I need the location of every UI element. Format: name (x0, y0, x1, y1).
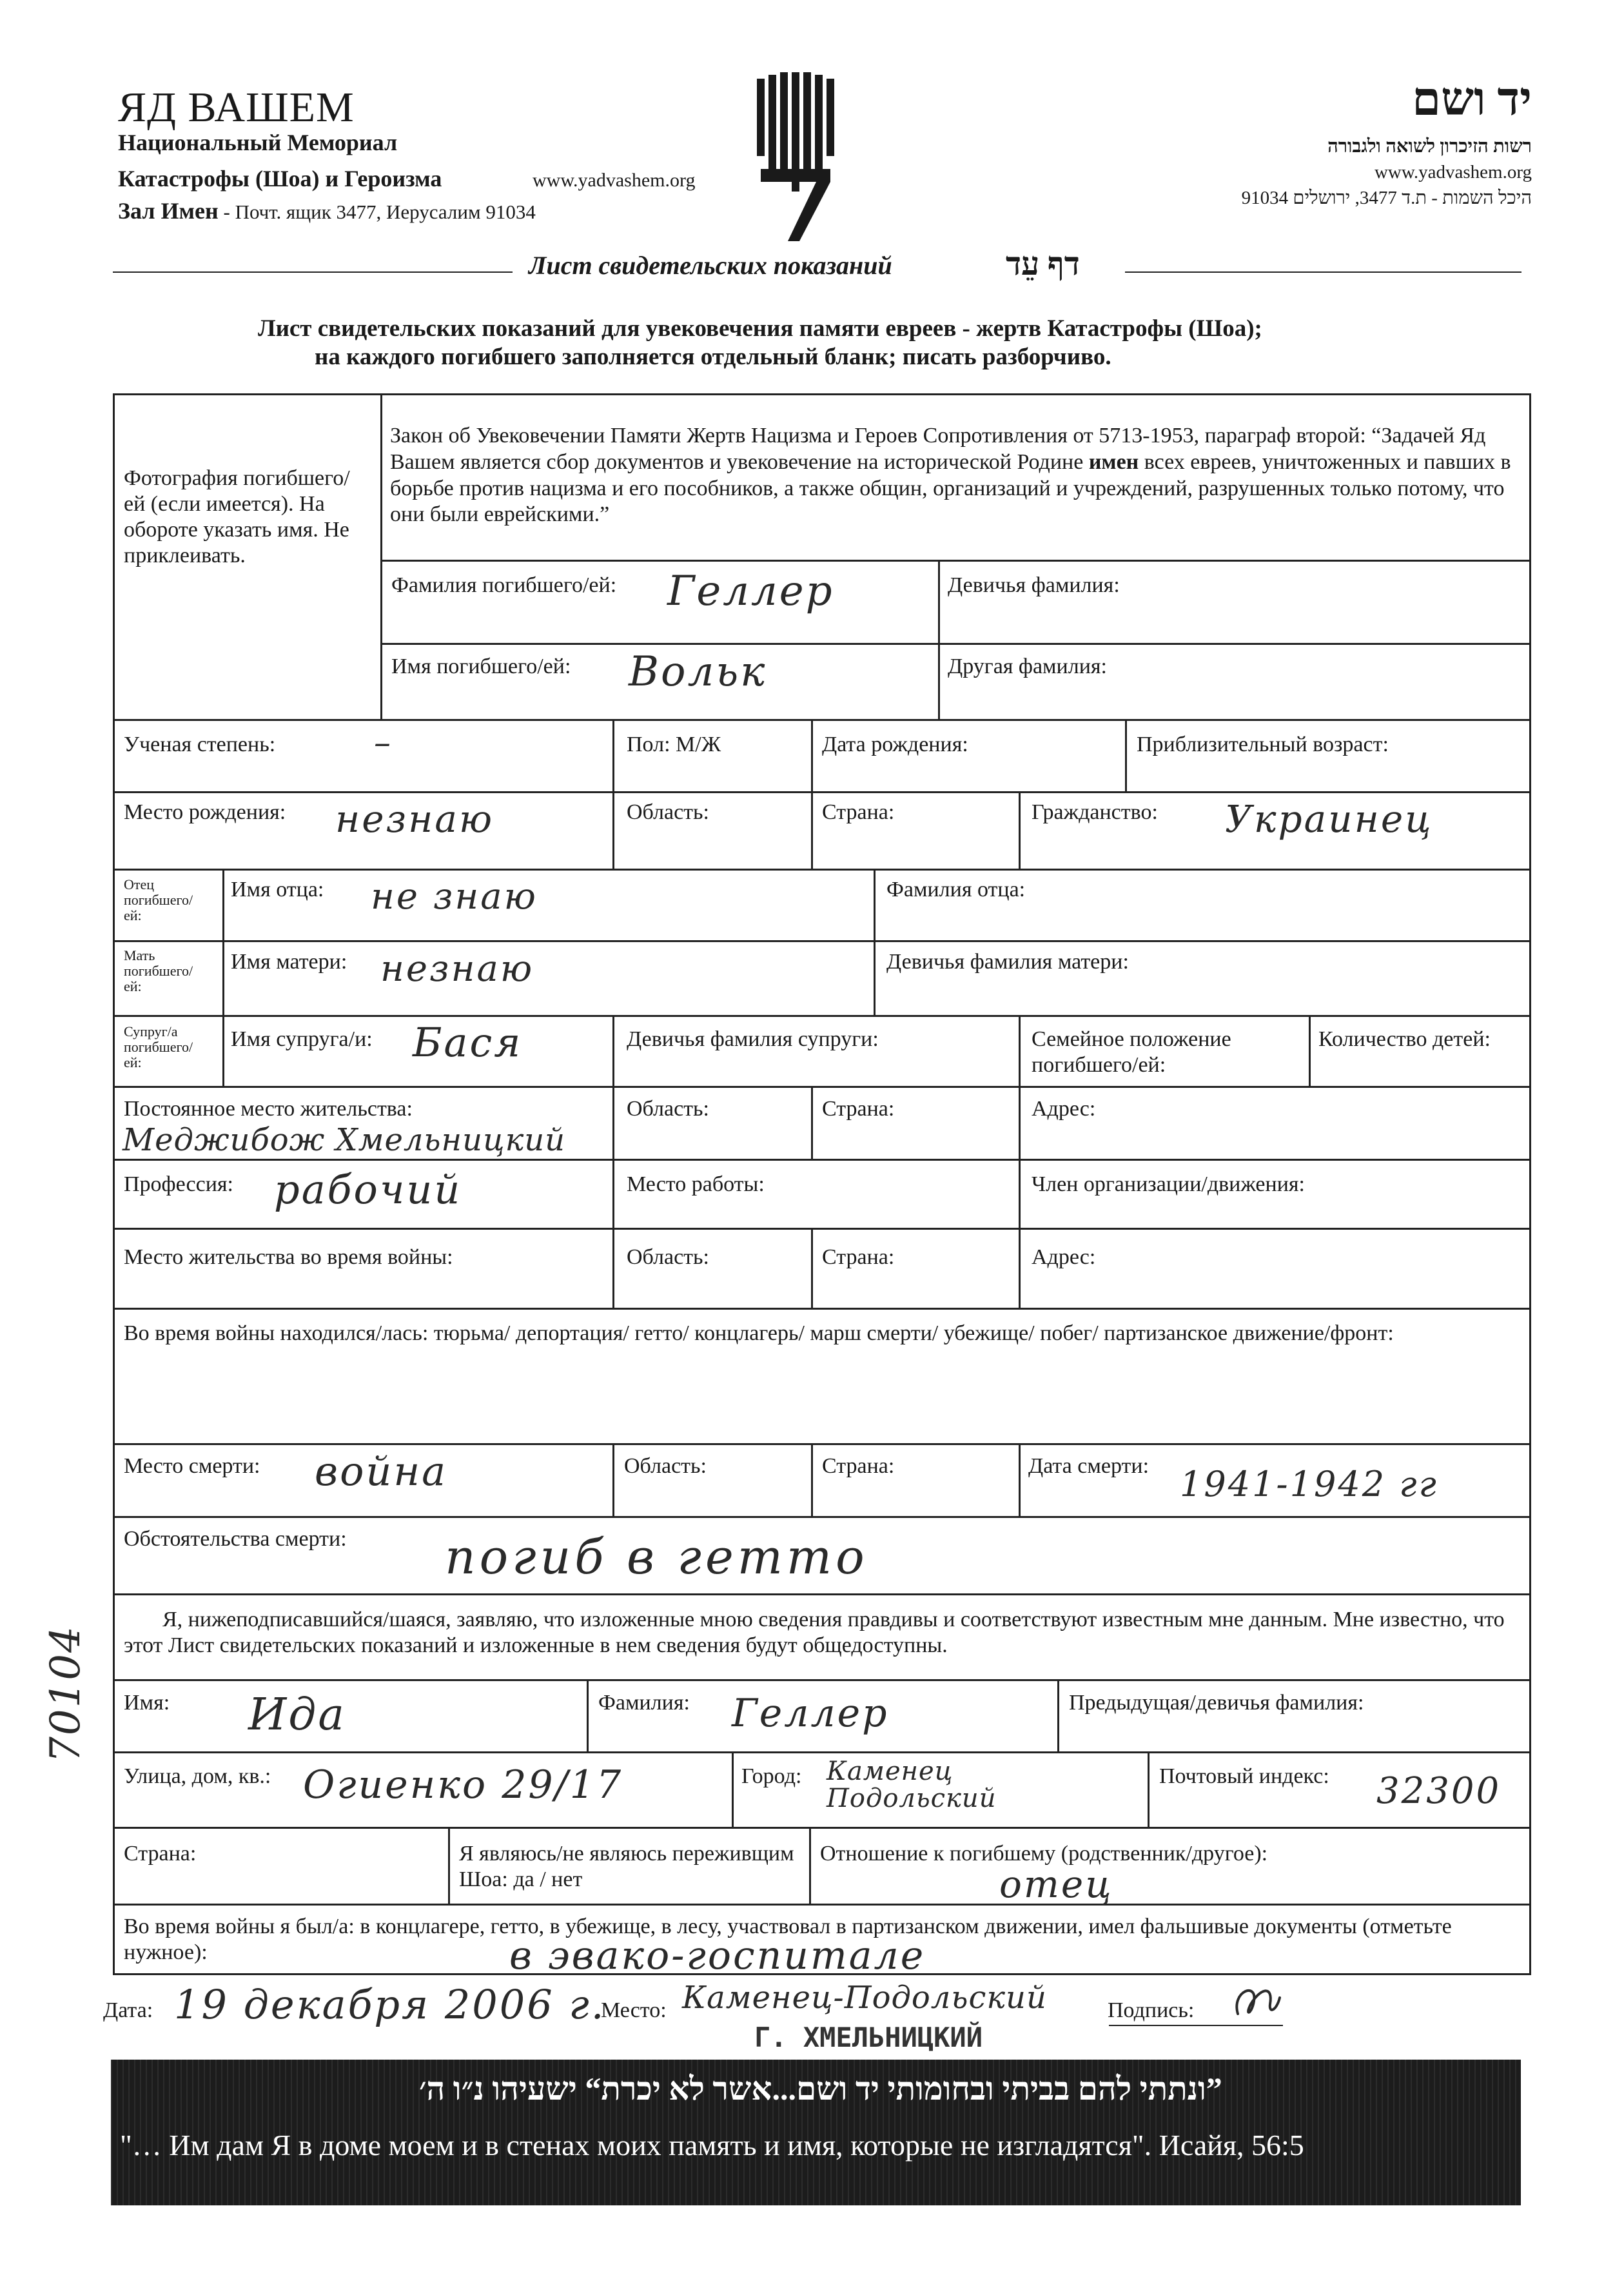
mother-name-label: Имя матери: (231, 950, 347, 974)
war-status-label: Во время войны находился/лась: тюрьма/ депортация/ гетто/ концлагерь/ марш смерти/ убежище/ побег/ партизанское движение/фронт: (124, 1321, 1394, 1345)
death-place-label: Место смерти: (124, 1454, 260, 1478)
header-russian-line-3 (118, 197, 536, 224)
death-date-label: Дата смерти: (1028, 1454, 1150, 1478)
citizenship-label: Гражданство: (1032, 800, 1158, 824)
mother-side-label: Мать погибшего/ ей: (124, 947, 193, 994)
title-rule-right (1125, 271, 1521, 273)
place-label: Место: (601, 1998, 667, 2022)
signature-label: Подпись: (1108, 1998, 1195, 2022)
date-value[interactable]: 19 декабря 2006 г. (174, 1981, 606, 2028)
father-side-label: Отец погибшего/ ей: (124, 876, 193, 923)
approx-age-label: Приблизительный возраст: (1137, 733, 1389, 756)
birth-region-label: Область: (627, 800, 709, 824)
profession-value[interactable]: рабочий (274, 1166, 462, 1213)
instructions-line-2: на каждого погибшего заполняется отдельный бланк; писать разборчиво. (315, 344, 1111, 370)
birth-country-label: Страна: (822, 800, 895, 824)
father-surname-label: Фамилия отца: (886, 878, 1026, 901)
spouse-side-label: Супруг/а погибшего/ ей: (124, 1023, 193, 1070)
death-place-value[interactable]: война (315, 1448, 448, 1495)
father-name-value[interactable]: не знаю (371, 876, 538, 918)
sub-city-label: Город: (741, 1764, 802, 1788)
children-label: Количество детей: (1318, 1027, 1491, 1051)
degree-value[interactable]: – (374, 724, 393, 762)
sub-survivor-label: Я являюсь/не являюсь переживщим Шоа: да / нет (459, 1842, 794, 1892)
death-circumstances-label: Обстоятельства смерти: (124, 1527, 347, 1551)
place-value[interactable]: Каменец-Подольский (682, 1980, 1047, 2016)
sub-surname-label: Фамилия: (598, 1691, 690, 1715)
spouse-maiden-label: Девичья фамилия супруги: (627, 1027, 879, 1051)
other-surname-label: Другая фамилия: (948, 655, 1107, 678)
header-russian-line-2: Катастрофы (Шоа) и Героизма (118, 166, 442, 192)
date-label: Дата: (103, 1998, 153, 2022)
profession-label: Профессия: (124, 1172, 233, 1196)
sub-zip-value[interactable]: 32300 (1376, 1770, 1502, 1812)
photo-box-text: Фотография погибшего/ей (если имеется). На обороте указать имя. Не приклеивать. (124, 466, 350, 568)
maiden-name-label: Девичья фамилия: (948, 573, 1120, 597)
footer-russian-quote: "… Им дам Я в доме моем и в стенах моих память и имя, которые не изгладятся". Исайя, 56:5 (120, 2129, 1304, 2162)
header-russian-line-1: Национальный Мемориал (118, 130, 398, 155)
org-member-label: Член организации/движения: (1032, 1172, 1305, 1196)
side-number: 70104 (41, 1625, 90, 1763)
spouse-name-label: Имя супруга/и: (231, 1027, 373, 1051)
sub-name-value[interactable]: Ида (248, 1689, 346, 1740)
residence-country-label: Страна: (822, 1097, 895, 1121)
sub-name-label: Имя: (124, 1691, 170, 1715)
sub-surname-value[interactable]: Геллер (732, 1691, 889, 1736)
residence-region-label: Область: (627, 1097, 709, 1121)
residence-label: Постоянное место жительства: (124, 1097, 413, 1121)
sub-city-value[interactable]: Каменец Подольский (827, 1757, 997, 1813)
form-title: Лист свидетельских показаний (529, 251, 892, 280)
form-title-hebrew: דף עֵד (1006, 246, 1080, 282)
mother-maiden-label: Девичья фамилия матери: (886, 950, 1129, 974)
hall-of-names-label: Зал Имен (118, 198, 219, 224)
degree-label: Ученая степень: (124, 733, 276, 756)
surname-value[interactable]: Геллер (667, 567, 834, 615)
war-country-label: Страна: (822, 1245, 895, 1269)
header-hebrew-title: יד ושם (1412, 74, 1532, 125)
father-name-label: Имя отца: (231, 878, 324, 901)
law-text-end: всех евреев, уничтоженных и павших в борьбе против нацизма и его пособников, а также общин, организаций и учреждений, разрушенных только потому, что они были еврейскими.” (390, 449, 1511, 527)
war-region-label: Область: (627, 1245, 709, 1269)
birth-date-label: Дата рождения: (822, 733, 968, 756)
law-text-start: Закон об Увековечении Памяти Жертв Нацизма и Героев Сопротивления от 5713-1953, параграф второй: “Задачей Яд Вашем является сбор документов и увековечение на исторической Родине (390, 424, 1486, 474)
law-text (390, 423, 1512, 528)
mother-name-value[interactable]: незнаю (380, 948, 534, 990)
title-rule-left (113, 271, 513, 273)
header-website-right[interactable]: www.yadvashem.org (1374, 162, 1532, 182)
sub-war-value[interactable]: в эвако-госпитале (509, 1933, 926, 1978)
surname-label: Фамилия погибшего/ей: (391, 573, 617, 597)
war-address-label: Адрес: (1032, 1245, 1096, 1269)
citizenship-value[interactable]: Украинец (1225, 797, 1433, 841)
sub-prev-surname-label: Предыдущая/девичья фамилия: (1069, 1691, 1364, 1715)
header-russian-title: ЯД ВАШЕМ (118, 84, 355, 131)
yad-vashem-logo-icon (754, 72, 838, 246)
sex-label: Пол: М/Ж (627, 733, 721, 756)
declaration-text: Я, нижеподписавшийся/шаяся, заявляю, что изложенные мною сведения правдивы и соответствуют известным мне данным. Мне известно, что этот Лист свидетельских показаний и изложенные в нем сведения будут общедоступны. (124, 1608, 1505, 1658)
marital-status-label: Семейное положение погибшего/ей: (1032, 1027, 1231, 1078)
birth-place-value[interactable]: незнаю (335, 797, 494, 841)
death-region-label: Область: (624, 1454, 707, 1478)
header-hebrew-line-1: רשות הזיכרון לשואה ולגבורה (1327, 136, 1532, 157)
instructions-line-1: Лист свидетельских показаний для увековечения памяти евреев - жертв Катастрофы (Шоа); (258, 315, 1262, 342)
residence-address-label: Адрес: (1032, 1097, 1096, 1121)
sub-country-label: Страна: (124, 1842, 197, 1866)
sub-street-label: Улица, дом, кв.: (124, 1764, 271, 1788)
footer-hebrew-quote: ”ונתתי להם בביתי ובחומותי יד ושם...אשר לא יכרת“ ישעיהו נ״ו ה׳ (419, 2071, 1222, 2107)
place-stamp: Г. ХМЕЛЬНИЦКИЙ (754, 2022, 983, 2053)
death-date-value[interactable]: 1941-1942 гг (1180, 1464, 1438, 1504)
sub-relation-label: Отношение к погибшему (родственник/другое): (820, 1842, 1268, 1866)
death-circumstances-value[interactable]: погиб в гетто (445, 1530, 868, 1585)
workplace-label: Место работы: (627, 1172, 765, 1196)
birth-place-label: Место рождения: (124, 800, 286, 824)
sub-street-value[interactable]: Огиенко 29/17 (303, 1762, 623, 1807)
sub-relation-value[interactable]: отец (999, 1862, 1113, 1906)
law-text-names: имен (1088, 449, 1139, 474)
header-website-left[interactable]: www.yadvashem.org (533, 170, 696, 191)
header-hebrew-line-3: היכל השמות - ת.ד 3477, ירושלים 91034 (1241, 188, 1532, 208)
postal-address: - Почт. ящик 3477, Иерусалим 91034 (218, 201, 536, 223)
residence-value[interactable]: Меджибож Хмельницкий (122, 1122, 566, 1158)
sub-zip-label: Почтовый индекс: (1159, 1764, 1329, 1788)
sub-war-label: Во время войны я был/а: в концлагере, гетто, в убежище, в лесу, участвовал в партизанском движении, имел фальшивые документы (отметьте нужное): (124, 1915, 1452, 1965)
signature-mark-icon[interactable] (1225, 1978, 1296, 2027)
spouse-name-value[interactable]: Бася (413, 1019, 523, 1066)
death-country-label: Страна: (822, 1454, 895, 1478)
first-name-label: Имя погибшего/ей: (391, 655, 571, 678)
first-name-value[interactable]: Вольк (629, 648, 767, 696)
war-residence-label: Место жительства во время войны: (124, 1245, 453, 1269)
